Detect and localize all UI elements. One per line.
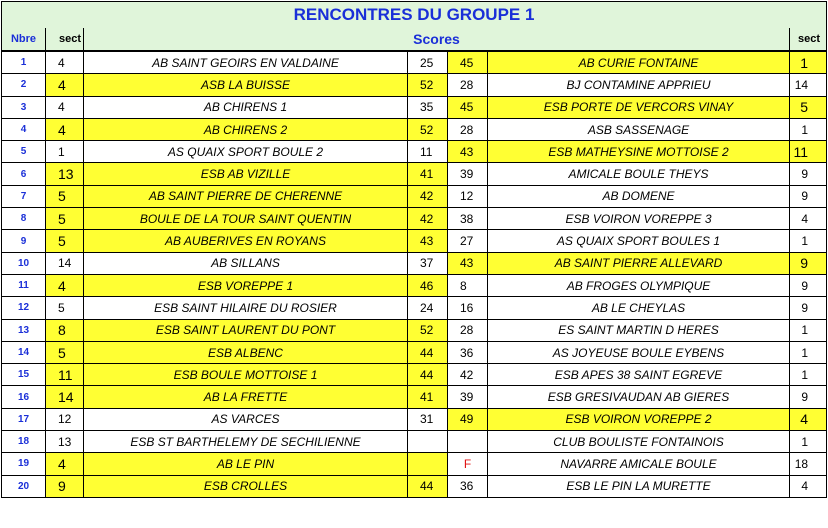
score-right: 43 [448, 141, 488, 163]
match-number: 5 [2, 141, 46, 163]
score-right: 39 [448, 386, 488, 408]
match-number: 17 [2, 408, 46, 430]
team-right: BJ CONTAMINE APPRIEU [488, 74, 790, 96]
match-number: 20 [2, 475, 46, 497]
sect-left: 12 [46, 408, 84, 430]
team-left: AB LE PIN [84, 453, 408, 475]
team-right: AS QUAIX SPORT BOULES 1 [488, 230, 790, 252]
sect-right: 1 [790, 51, 827, 74]
team-right: NAVARRE AMICALE BOULE [488, 453, 790, 475]
table-row [2, 475, 827, 497]
sect-right: 4 [790, 475, 827, 497]
page-title: RENCONTRES DU GROUPE 1 [2, 2, 827, 29]
sect-left: 4 [46, 96, 84, 118]
match-number: 10 [2, 252, 46, 274]
match-number: 2 [2, 74, 46, 96]
score-left: 41 [408, 386, 448, 408]
score-right: 49 [448, 408, 488, 430]
sect-right: 11 [790, 141, 827, 163]
team-right: CLUB BOULISTE FONTAINOIS [488, 431, 790, 453]
score-left: 52 [408, 319, 448, 341]
score-left: 52 [408, 118, 448, 140]
sect-left: 9 [46, 475, 84, 497]
team-right: AS JOYEUSE BOULE EYBENS [488, 341, 790, 363]
team-left: ESB BOULE MOTTOISE 1 [84, 364, 408, 386]
match-number: 15 [2, 364, 46, 386]
sect-header-right: sect [790, 28, 827, 51]
sect-right: 1 [790, 341, 827, 363]
table-row [2, 431, 827, 453]
sect-left: 14 [46, 252, 84, 274]
score-right: 45 [448, 51, 488, 74]
team-left: AB SAINT PIERRE DE CHERENNE [84, 185, 408, 207]
score-right: 45 [448, 96, 488, 118]
match-number: 18 [2, 431, 46, 453]
team-right: ESB MATHEYSINE MOTTOISE 2 [488, 141, 790, 163]
score-right: 12 [448, 185, 488, 207]
score-right: 39 [448, 163, 488, 185]
sect-right: 9 [790, 185, 827, 207]
table-row [2, 96, 827, 118]
team-left: AB SILLANS [84, 252, 408, 274]
team-right: ESB LE PIN LA MURETTE [488, 475, 790, 497]
sect-left: 13 [46, 163, 84, 185]
team-left: AB CHIRENS 2 [84, 118, 408, 140]
sect-left: 1 [46, 141, 84, 163]
score-left: 41 [408, 163, 448, 185]
results-sheet [1, 1, 826, 526]
score-right: 43 [448, 252, 488, 274]
sect-right: 9 [790, 274, 827, 296]
score-right: 28 [448, 118, 488, 140]
team-left: AB AUBERIVES EN ROYANS [84, 230, 408, 252]
sect-left: 5 [46, 341, 84, 363]
team-right: ESB APES 38 SAINT EGREVE [488, 364, 790, 386]
team-right: ESB VOIRON VOREPPE 2 [488, 408, 790, 430]
team-right: ESB PORTE DE VERCORS VINAY [488, 96, 790, 118]
match-number: 12 [2, 297, 46, 319]
team-left: ESB AB VIZILLE [84, 163, 408, 185]
score-left [408, 453, 448, 475]
table-row [2, 141, 827, 163]
sect-left: 4 [46, 118, 84, 140]
team-left: AB LA FRETTE [84, 386, 408, 408]
sect-right: 9 [790, 297, 827, 319]
table-row [2, 297, 827, 319]
team-left: AB SAINT GEOIRS EN VALDAINE [84, 51, 408, 74]
team-right: AB DOMENE [488, 185, 790, 207]
table-row [2, 208, 827, 230]
team-left: AS VARCES [84, 408, 408, 430]
table-row [2, 453, 827, 475]
score-right: 28 [448, 74, 488, 96]
sect-left: 5 [46, 230, 84, 252]
sect-left: 4 [46, 74, 84, 96]
match-number: 4 [2, 118, 46, 140]
sect-right: 1 [790, 319, 827, 341]
team-right: AMICALE BOULE THEYS [488, 163, 790, 185]
sect-right: 9 [790, 386, 827, 408]
results-table [1, 1, 827, 498]
score-left: 31 [408, 408, 448, 430]
team-right: ESB GRESIVAUDAN AB GIERES [488, 386, 790, 408]
score-left: 43 [408, 230, 448, 252]
sect-left: 4 [46, 274, 84, 296]
team-left: BOULE DE LA TOUR SAINT QUENTIN [84, 208, 408, 230]
table-row [2, 274, 827, 296]
sect-left: 14 [46, 386, 84, 408]
table-row [2, 386, 827, 408]
sect-left: 5 [46, 185, 84, 207]
sect-left: 8 [46, 319, 84, 341]
team-right: ESB VOIRON VOREPPE 3 [488, 208, 790, 230]
score-left: 24 [408, 297, 448, 319]
score-right: 8 [448, 274, 488, 296]
match-number: 14 [2, 341, 46, 363]
score-right: 36 [448, 475, 488, 497]
team-right: AB FROGES OLYMPIQUE [488, 274, 790, 296]
nbre-header: Nbre [2, 28, 46, 51]
sect-right: 1 [790, 431, 827, 453]
score-right: 38 [448, 208, 488, 230]
match-number: 16 [2, 386, 46, 408]
score-left: 11 [408, 141, 448, 163]
score-left [408, 431, 448, 453]
team-left: ESB SAINT LAURENT DU PONT [84, 319, 408, 341]
team-right: AB CURIE FONTAINE [488, 51, 790, 74]
table-row [2, 364, 827, 386]
match-number: 9 [2, 230, 46, 252]
table-row [2, 118, 827, 140]
team-left: ESB ALBENC [84, 341, 408, 363]
team-left: ESB SAINT HILAIRE DU ROSIER [84, 297, 408, 319]
score-right [448, 431, 488, 453]
table-row [2, 341, 827, 363]
match-number: 13 [2, 319, 46, 341]
title-row [2, 2, 827, 29]
sect-left: 5 [46, 297, 84, 319]
team-right: ASB SASSENAGE [488, 118, 790, 140]
table-row [2, 74, 827, 96]
team-left: AB CHIRENS 1 [84, 96, 408, 118]
sect-right: 4 [790, 208, 827, 230]
table-row [2, 185, 827, 207]
sect-right: 1 [790, 364, 827, 386]
table-row [2, 230, 827, 252]
score-left: 44 [408, 364, 448, 386]
sect-left: 5 [46, 208, 84, 230]
sect-right: 4 [790, 408, 827, 430]
sect-left: 4 [46, 453, 84, 475]
table-row [2, 252, 827, 274]
score-left: 25 [408, 51, 448, 74]
team-left: AS QUAIX SPORT BOULE 2 [84, 141, 408, 163]
sect-right: 9 [790, 163, 827, 185]
table-row [2, 408, 827, 430]
score-left: 44 [408, 341, 448, 363]
score-right: 28 [448, 319, 488, 341]
table-row [2, 319, 827, 341]
team-right: AB LE CHEYLAS [488, 297, 790, 319]
score-left: 44 [408, 475, 448, 497]
match-number: 1 [2, 51, 46, 74]
table-row [2, 51, 827, 74]
team-right: ES SAINT MARTIN D HERES [488, 319, 790, 341]
match-number: 11 [2, 274, 46, 296]
scores-header: Scores [84, 28, 790, 51]
match-number: 3 [2, 96, 46, 118]
sect-right: 5 [790, 96, 827, 118]
match-number: 6 [2, 163, 46, 185]
team-left: ASB LA BUISSE [84, 74, 408, 96]
match-number: 8 [2, 208, 46, 230]
team-left: ESB ST BARTHELEMY DE SECHILIENNE [84, 431, 408, 453]
column-header-row [2, 28, 827, 51]
sect-left: 13 [46, 431, 84, 453]
score-left: 42 [408, 208, 448, 230]
table-row [2, 163, 827, 185]
sect-right: 9 [790, 252, 827, 274]
sect-header-left: sect [46, 28, 84, 51]
sect-left: 11 [46, 364, 84, 386]
score-left: 42 [408, 185, 448, 207]
sect-left: 4 [46, 51, 84, 74]
match-number: 19 [2, 453, 46, 475]
sect-right: 14 [790, 74, 827, 96]
match-rows [2, 51, 827, 497]
score-right: F [448, 453, 488, 475]
sect-right: 18 [790, 453, 827, 475]
match-number: 7 [2, 185, 46, 207]
score-right: 36 [448, 341, 488, 363]
score-left: 52 [408, 74, 448, 96]
score-right: 27 [448, 230, 488, 252]
sect-right: 1 [790, 118, 827, 140]
score-left: 35 [408, 96, 448, 118]
score-right: 42 [448, 364, 488, 386]
team-left: ESB CROLLES [84, 475, 408, 497]
sect-right: 1 [790, 230, 827, 252]
score-left: 37 [408, 252, 448, 274]
score-left: 46 [408, 274, 448, 296]
score-right: 16 [448, 297, 488, 319]
team-left: ESB VOREPPE 1 [84, 274, 408, 296]
team-right: AB SAINT PIERRE ALLEVARD [488, 252, 790, 274]
